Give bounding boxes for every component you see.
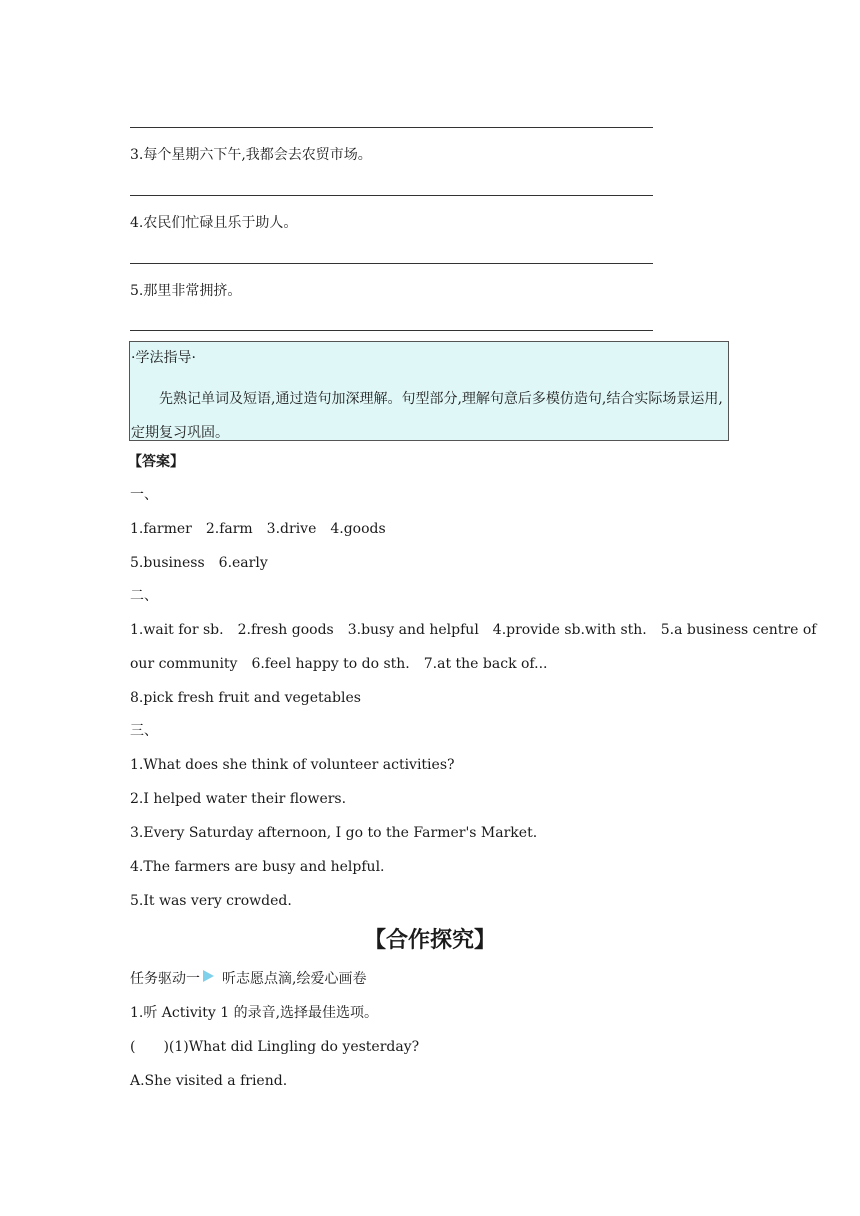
study-tip-box bbox=[129, 341, 729, 441]
translation-item-4: 4.农民们忙碌且乐于助人。 bbox=[130, 215, 298, 231]
answer-line: 1.wait for sb. 2.fresh goods 3.busy and helpful 4.provide sb.with sth. 5.a business centre of bbox=[130, 622, 817, 638]
answer-line: 5.business 6.early bbox=[130, 555, 268, 571]
answer-line: 1.What does she think of volunteer activities? bbox=[130, 757, 455, 773]
answer-line-5 bbox=[130, 330, 653, 331]
answer-line: 4.The farmers are busy and helpful. bbox=[130, 859, 385, 875]
arrow-right-icon bbox=[202, 968, 216, 990]
answer-line: 5.It was very crowded. bbox=[130, 893, 292, 909]
study-tip-title: ·学法指导· bbox=[131, 350, 196, 366]
answers-heading: 【答案】 bbox=[128, 454, 184, 470]
task-label: 任务驱动一 bbox=[130, 971, 200, 987]
translation-item-3: 3.每个星期六下午,我都会去农贸市场。 bbox=[130, 147, 372, 163]
task-row bbox=[130, 968, 366, 990]
section-1-label: 一、 bbox=[130, 487, 158, 503]
question-1: ( )(1)What did Lingling do yesterday? bbox=[130, 1039, 420, 1055]
answer-line: our community 6.feel happy to do sth. 7.at the back of... bbox=[130, 656, 548, 672]
answer-line: 2.I helped water their flowers. bbox=[130, 791, 347, 807]
section-2-label: 二、 bbox=[130, 588, 158, 604]
listening-instruction: 1.听 Activity 1 的录音,选择最佳选项。 bbox=[130, 1005, 379, 1021]
answer-line-3 bbox=[130, 195, 653, 196]
option-a: A.She visited a friend. bbox=[130, 1073, 288, 1089]
study-tip-body: 先熟记单词及短语,通过造句加深理解。句型部分,理解句意后多模仿造句,结合实际场景运用,定期复习巩固。 bbox=[131, 391, 723, 441]
task-title: 听志愿点滴,绘爱心画卷 bbox=[222, 971, 367, 987]
section-3-label: 三、 bbox=[130, 723, 158, 739]
answer-line: 3.Every Saturday afternoon, I go to the Farmer's Market. bbox=[130, 825, 538, 841]
answer-line-2 bbox=[130, 127, 653, 128]
cooperation-heading: 【合作探究】 bbox=[363, 928, 496, 953]
answer-line: 8.pick fresh fruit and vegetables bbox=[130, 690, 361, 706]
translation-item-5: 5.那里非常拥挤。 bbox=[130, 283, 242, 299]
answer-line-4 bbox=[130, 263, 653, 264]
answer-line: 1.farmer 2.farm 3.drive 4.goods bbox=[130, 521, 386, 537]
